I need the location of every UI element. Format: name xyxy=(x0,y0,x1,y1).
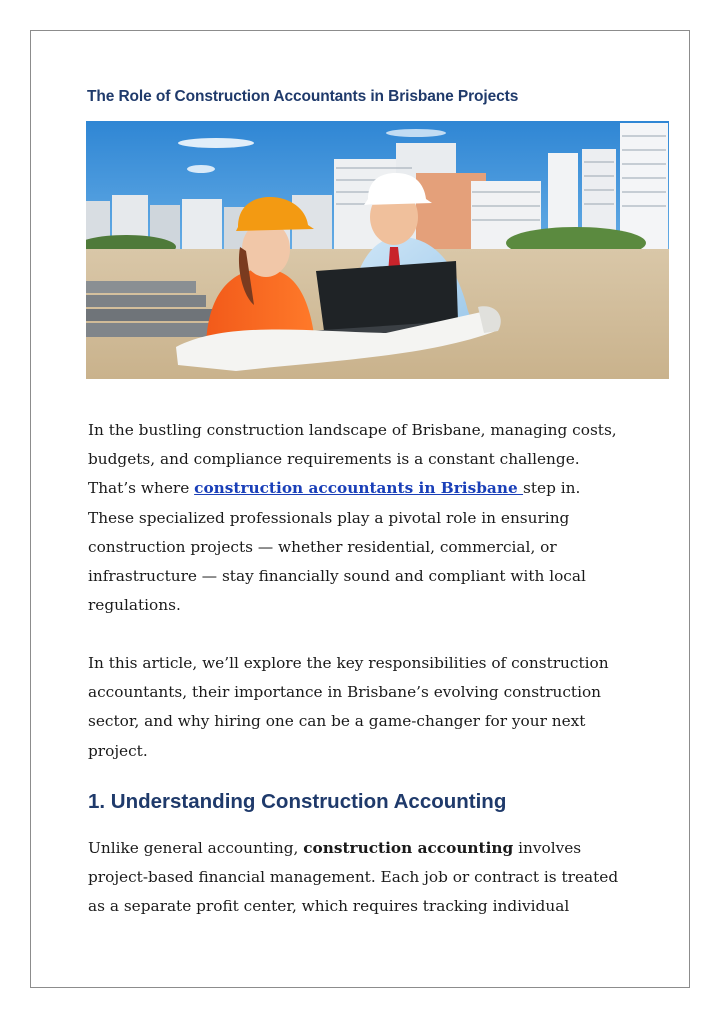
section-heading: 1. Understanding Construction Accounting xyxy=(88,790,507,813)
section-line-3: as a separate profit center, which requires tracking individual xyxy=(88,897,570,916)
intro-line-2: budgets, and compliance requirements is a constant challenge. xyxy=(88,450,580,469)
intro-line-3-after: step in. xyxy=(523,479,581,498)
intro-line-6: infrastructure — stay financially sound and compliant with local xyxy=(88,567,586,586)
construction-accounting-term: construction accounting xyxy=(303,839,514,857)
document-title: The Role of Construction Accountants in Brisbane Projects xyxy=(87,88,519,105)
intro-line-1: In the bustling construction landscape of Brisbane, managing costs, xyxy=(88,421,617,439)
construction-accountants-link[interactable]: construction accountants in Brisbane xyxy=(194,479,524,498)
hero-photo xyxy=(86,121,669,379)
overview-line-3: sector, and why hiring one can be a game-changer for your next xyxy=(88,712,586,731)
section-line-1-before: Unlike general accounting, xyxy=(88,839,304,857)
overview-paragraph xyxy=(88,649,648,766)
intro-line-3 xyxy=(88,474,648,503)
intro-paragraph xyxy=(88,416,648,620)
section-paragraph xyxy=(88,834,648,922)
overview-line-4: project. xyxy=(88,741,148,760)
intro-line-3-before: That’s where xyxy=(88,479,195,498)
construction-site-photo xyxy=(86,121,669,379)
intro-line-5: construction projects — whether residential, commercial, or xyxy=(88,537,557,556)
section-line-2: project-based financial management. Each job or contract is treated xyxy=(88,868,619,887)
intro-line-7: regulations. xyxy=(88,596,181,615)
section-line-1 xyxy=(88,834,648,863)
intro-line-4: These specialized professionals play a pivotal role in ensuring xyxy=(88,508,570,527)
overview-line-2: accountants, their importance in Brisbane’s evolving construction xyxy=(88,683,602,702)
section-line-1-after: involves xyxy=(513,839,582,857)
overview-line-1: In this article, we’ll explore the key responsibilities of construction xyxy=(88,654,609,672)
